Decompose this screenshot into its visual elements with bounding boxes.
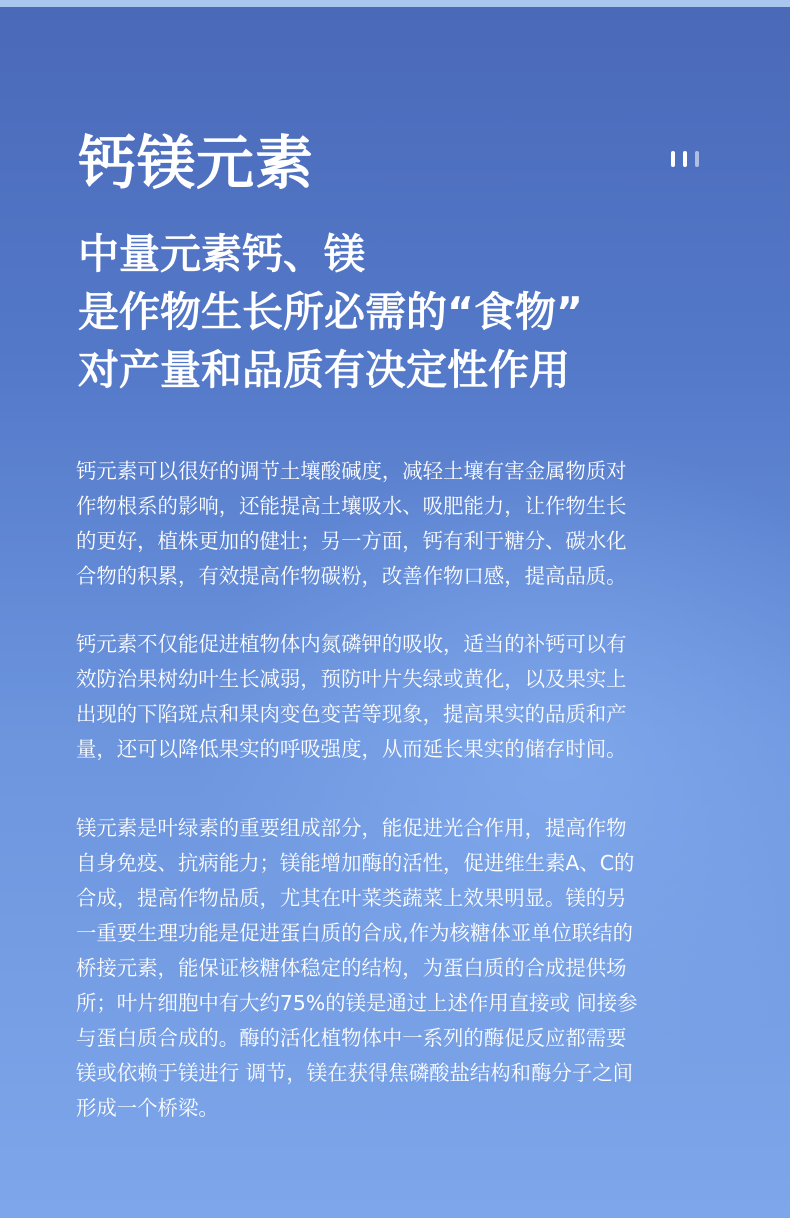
paragraph-line: 一重要生理功能是促进蛋白质的合成,作为核糖体亚单位联结的	[76, 921, 634, 945]
paragraph-line: 效防治果树幼叶生长减弱，预防叶片失绿或黄化，以及果实上	[76, 667, 627, 691]
paragraph-line: 桥接元素，能保证核糖体稳定的结构，为蛋白质的合成提供场	[76, 956, 627, 980]
paragraph-line: 所；叶片细胞中有大约75%的镁是通过上述作用直接或 间接参	[76, 991, 638, 1015]
paragraph-line: 的更好，植株更加的健壮；另一方面，钙有利于糖分、碳水化	[76, 529, 627, 553]
paragraph-line: 自身免疫、抗病能力；镁能增加酶的活性，促进维生素A、C的	[76, 851, 635, 875]
paragraph-line: 合物的积累，有效提高作物碳粉，改善作物口感，提高品质。	[76, 564, 627, 588]
paragraph-line: 量，还可以降低果实的呼吸强度，从而延长果实的储存时间。	[76, 737, 627, 761]
paragraph-line: 钙元素可以很好的调节土壤酸碱度，减轻土壤有害金属物质对	[76, 459, 627, 483]
bar-2	[683, 151, 687, 167]
headline-line: 中量元素钙、镁	[78, 230, 365, 278]
paragraph-line: 与蛋白质合成的。酶的活化植物体中一系列的酶促反应都需要	[76, 1026, 627, 1050]
paragraph-calcium-soil	[76, 454, 726, 594]
paragraph-calcium-fruit	[76, 627, 726, 767]
paragraph-line: 作物根系的影响，还能提高土壤吸水、吸肥能力，让作物生长	[76, 494, 627, 518]
paragraph-line: 钙元素不仅能促进植物体内氮磷钾的吸收，适当的补钙可以有	[76, 632, 627, 656]
headline-line: 是作物生长所必需的“食物”	[78, 288, 583, 336]
paragraph-line: 出现的下陷斑点和果肉变色变苦等现象，提高果实的品质和产	[76, 702, 627, 726]
headline	[78, 225, 758, 399]
vertical-bars-icon	[671, 151, 711, 169]
paragraph-line: 镁元素是叶绿素的重要组成部分，能促进光合作用，提高作物	[76, 816, 627, 840]
paragraph-line: 合成，提高作物品质，尤其在叶菜类蔬菜上效果明显。镁的另	[76, 886, 627, 910]
paragraph-line: 形成一个桥梁。	[76, 1096, 219, 1120]
top-strip	[0, 0, 790, 7]
bar-1	[671, 151, 675, 167]
paragraph-magnesium	[76, 811, 726, 1126]
page-title: 钙镁元素	[78, 129, 315, 197]
bar-3	[695, 151, 699, 167]
headline-line: 对产量和品质有决定性作用	[78, 346, 570, 394]
paragraph-line: 镁或依赖于镁进行 调节，镁在获得焦磷酸盐结构和酶分子之间	[76, 1061, 634, 1085]
